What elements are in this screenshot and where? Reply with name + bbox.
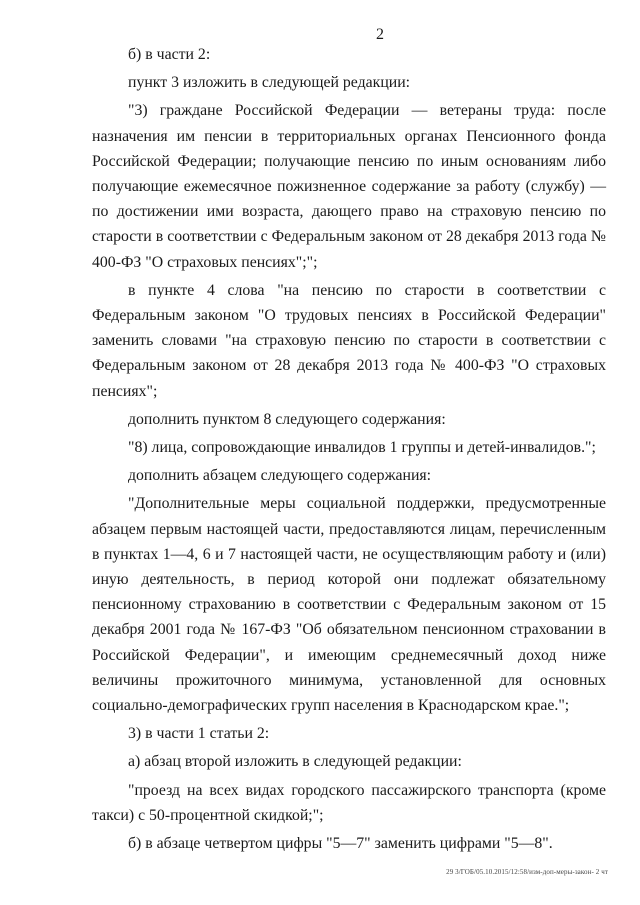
paragraph-clause-text: "Дополнительные меры социальной поддержки, предусмотренные абзацем первым настоящей части, предоставляются лицам, перечисленным в пунктах 1—4, 6 и 7 настоящей части, не осуществляющим работу и (или) иную деятельность, в период которой они подлежат обязательному пенсионному страхованию в соответствии с Федеральным законом от 15 декабря 2001 года № 167-ФЗ "Об обязательном пенсионном страховании в Российской Федерации", и имеющим среднемесячный доход ниже величины прожиточного минимума, установленной для основных социально-демографических групп населения в Краснодарском крае."; xyxy=(92,495,606,715)
paragraph-subclause-b: б) в абзаце четвертом цифры "5—7" заменить цифрами "5—8". xyxy=(128,835,553,853)
paragraph-article-2-intro: 3) в части 1 статьи 2: xyxy=(128,725,270,743)
footer-document-code: 29 3/ГОБ/05.10.2015/12:58/изм-доп-меры-закон- 2 чт xyxy=(446,868,608,876)
page-number: 2 xyxy=(376,26,384,43)
paragraph-subclause-a-intro: а) абзац второй изложить в следующей редакции: xyxy=(128,753,462,771)
paragraph-subclause-a-text: "проезд на всех видах городского пассажирского транспорта (кроме такси) с 50-процентной скидкой;"; xyxy=(92,781,606,824)
paragraph-part-2: б) в части 2: xyxy=(128,46,211,63)
paragraph-item-3-text: "3) граждане Российской Федерации — ветераны труда: после назначения им пенсии в территориальных органах Пенсионного фонда Российской Федерации; получающие пенсию по иным основаниям либо получающие ежемесячное пожизненное содержание за работу (службу) — по достижении ими возраста, дающего право на страховую пенсию по старости в соответствии с Федеральным законом от 28 декабря 2013 года № 400-ФЗ "О страховых пенсиях";"; xyxy=(92,102,606,271)
paragraph-item-8-text: "8) лица, сопровождающие инвалидов 1 группы и детей-инвалидов."; xyxy=(128,439,596,457)
paragraph-add-item-8-intro: дополнить пунктом 8 следующего содержания: xyxy=(128,410,446,428)
paragraph-item-4-amendment: в пункте 4 слова "на пенсию по старости в соответствии с Федеральным законом "О трудовых пенсиях в Российской Федерации" заменить словами "на страховую пенсию по старости в соответствии с Федеральным законом от 28 декабря 2013 года № 400-ФЗ "О страховых пенсиях"; xyxy=(92,281,606,400)
paragraph-item-3-intro: пункт 3 изложить в следующей редакции: xyxy=(128,74,411,92)
document-body xyxy=(92,42,606,856)
paragraph-add-clause-intro: дополнить абзацем следующего содержания: xyxy=(128,467,432,485)
